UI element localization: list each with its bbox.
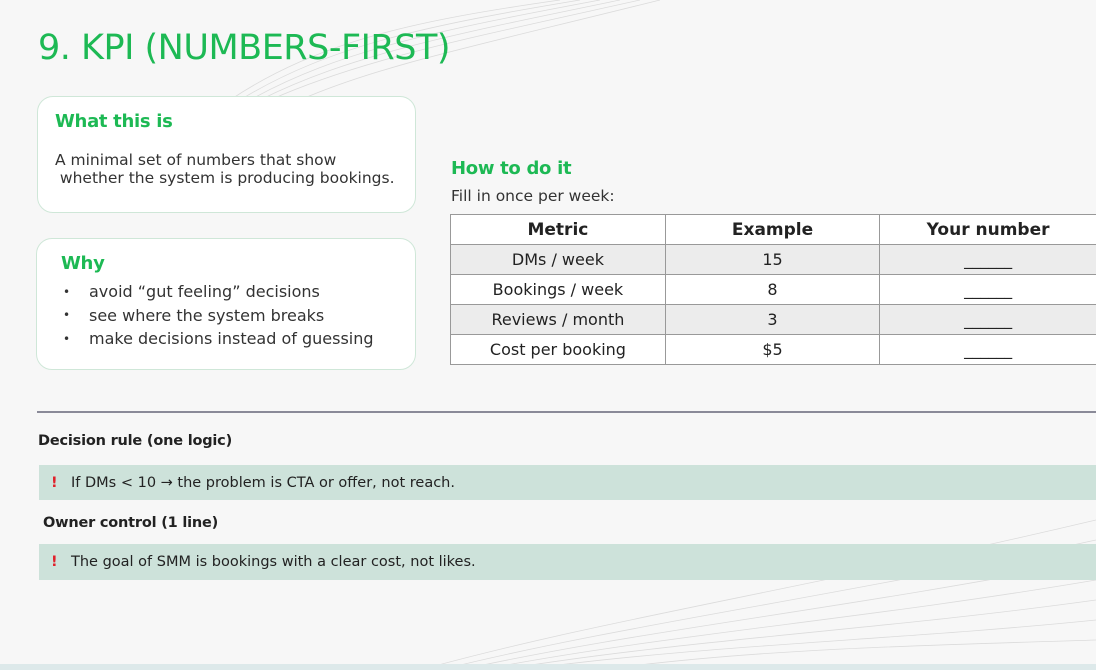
metric-cell: DMs / week <box>451 245 666 275</box>
table-row <box>451 305 1096 335</box>
why-heading: Why <box>61 253 105 274</box>
bullet-icon: • <box>63 308 71 323</box>
what-line-1: A minimal set of numbers that show <box>55 151 337 169</box>
metric-cell: Bookings / week <box>451 275 666 305</box>
why-item-text: make decisions instead of guessing <box>89 329 374 349</box>
page-title: 9. KPI (NUMBERS-FIRST) <box>38 28 450 68</box>
list-item <box>55 327 374 351</box>
what-heading: What this is <box>55 111 173 132</box>
decision-rule-text: If DMs < 10 → the problem is CTA or offer, not reach. <box>71 474 455 491</box>
metric-cell: Reviews / month <box>451 305 666 335</box>
exclamation-icon: ! <box>51 474 58 491</box>
column-header-metric: Metric <box>451 215 666 245</box>
bullet-icon: • <box>63 284 71 299</box>
decision-rule-box <box>39 465 1096 500</box>
owner-control-text: The goal of SMM is bookings with a clear cost, not likes. <box>71 554 476 570</box>
why-item-text: see where the system breaks <box>89 305 325 325</box>
your-number-cell[interactable]: ______ <box>880 245 1096 275</box>
owner-control-label: Owner control (1 line) <box>43 515 219 531</box>
what-description <box>55 151 410 187</box>
table-row <box>451 275 1096 305</box>
table-row <box>451 335 1096 365</box>
column-header-example: Example <box>665 215 879 245</box>
column-header-your-number: Your number <box>880 215 1096 245</box>
how-to-heading: How to do it <box>451 158 572 179</box>
table-row <box>451 245 1096 275</box>
why-item-text: avoid “gut feeling” decisions <box>89 282 320 302</box>
why-card <box>36 238 416 370</box>
list-item <box>55 280 374 304</box>
kpi-table <box>450 214 1096 365</box>
your-number-cell[interactable]: ______ <box>880 305 1096 335</box>
metric-cell: Cost per booking <box>451 335 666 365</box>
your-number-cell[interactable]: ______ <box>880 275 1096 305</box>
example-cell: $5 <box>665 335 879 365</box>
how-to-subtitle: Fill in once per week: <box>451 187 615 205</box>
bullet-icon: • <box>63 331 71 346</box>
example-cell: 3 <box>665 305 879 335</box>
exclamation-icon: ! <box>51 554 58 570</box>
decision-rule-label: Decision rule (one logic) <box>38 433 232 449</box>
example-cell: 15 <box>665 245 879 275</box>
table-header-row <box>451 215 1096 245</box>
your-number-cell[interactable]: ______ <box>880 335 1096 365</box>
what-line-2: whether the system is producing bookings. <box>55 169 395 187</box>
example-cell: 8 <box>665 275 879 305</box>
why-list <box>55 280 374 351</box>
section-divider <box>37 411 1096 413</box>
owner-control-box <box>39 544 1096 580</box>
bottom-strip <box>0 664 1096 670</box>
what-this-is-card <box>37 96 416 213</box>
list-item <box>55 304 374 328</box>
